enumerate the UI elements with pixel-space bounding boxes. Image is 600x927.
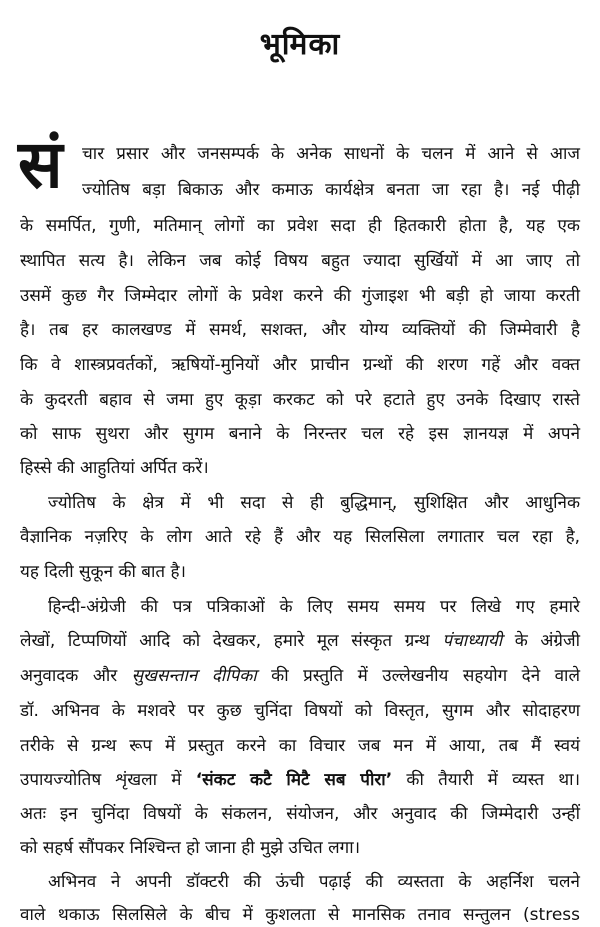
page-title: भूमिका <box>259 27 341 62</box>
text-line: के समर्पित, गुणी, मतिमान् लोगों का प्रवेश सदा ही हितकारी होता है, यह एक <box>20 216 580 236</box>
text-line: लेखों, टिप्पणियों आदि को देखकर, हमारे मूल संस्कृत ग्रन्थ पंचाध्यायी के अंग्रेजी <box>20 631 580 651</box>
text-line: को साफ सुथरा और सुगम बनाने के निरन्तर चल रहे इस ज्ञानयज्ञ में अपने <box>20 424 580 444</box>
text-line: ज्योतिष के क्षेत्र में भी सदा से ही बुद्धिमान्, सुशिक्षित और आधुनिक <box>48 493 580 513</box>
drop-cap: सं <box>18 126 63 203</box>
text-line: उपायज्योतिष शृंखला में ‘संकट कटै मिटै सब पीरा’ की तैयारी में व्यस्त था। <box>20 770 581 790</box>
book-title-sukhsantan-deepika: सुखसन्तान दीपिका <box>131 666 257 686</box>
text-line: ज्योतिष बड़ा बिकाऊ और कमाऊ कार्यक्षेत्र बनता जा रहा है। नई पीढ़ी <box>82 180 580 200</box>
text-line: वैज्ञानिक नज़रिए के लोग आते रहे हैं और यह सिलसिला लगातार चल रहा है, <box>20 527 580 547</box>
text-line: उसमें कुछ गैर जिम्मेदार लोगों के प्रवेश करने की गुंजाइश भी बड़ी हो जाया करती <box>20 286 580 306</box>
book-title-sankat-katai: ‘संकट कटै मिटै सब पीरा’ <box>195 770 393 790</box>
text-line: के कुदरती बहाव से जमा हुए कूड़ा करकट को परे हटाते हुए उनके दिखाए रास्ते <box>20 390 580 410</box>
text-line: अभिनव ने अपनी डॉक्टरी की ऊंची पढ़ाई की व्यस्तता के अहर्निश चलने <box>48 872 580 892</box>
text-line: डॉ. अभिनव के मशवरे पर कुछ चुनिंदा विषयों को विस्तृत, सुगम और सोदाहरण <box>20 701 580 721</box>
text-line: यह दिली सुकून की बात है। <box>20 562 186 582</box>
text-line: हिन्दी-अंग्रेजी की पत्र पत्रिकाओं के लिए समय समय पर लिखे गए हमारे <box>48 597 580 617</box>
text-line: अनुवादक और सुखसन्तान दीपिका की प्रस्तुति में उल्लेखनीय सहयोग देने वाले <box>20 666 580 686</box>
text-line: वाले थकाऊ सिलसिले के बीच में कुशलता से मानसिक तनाव सन्तुलन (stress <box>20 905 580 925</box>
text-line: कि वे शास्त्रप्रवर्तकों, ऋषियों-मुनियों और प्राचीन ग्रन्थों की शरण गहें और वक्त <box>20 355 580 375</box>
book-title-panchadhyayi: पंचाध्यायी <box>442 631 503 651</box>
text-line: तरीके से ग्रन्थ रूप में प्रस्तुत करने का विचार जब मन में आया, तब मैं स्वयं <box>20 736 580 756</box>
text-line: स्थापित सत्य है। लेकिन जब कोई विषय बहुत ज्यादा सुर्खियों में आ जाए तो <box>20 251 580 271</box>
text-line: अतः इन चुनिंदा विषयों के संकलन, संयोजन, और अनुवाद की जिम्मेदारी उन्हीं <box>20 804 580 824</box>
text-line: हिस्से की आहुतियां अर्पित करें। <box>20 458 209 478</box>
text-line: है। तब हर कालखण्ड में समर्थ, सशक्त, और योग्य व्यक्तियों की जिम्मेवारी है <box>20 320 580 340</box>
text-line: चार प्रसार और जनसम्पर्क के अनेक साधनों के चलन में आने से आज <box>82 144 580 164</box>
text-line: को सहर्ष सौंपकर निश्चिन्त हो जाना ही मुझे उचित लगा। <box>20 838 361 858</box>
